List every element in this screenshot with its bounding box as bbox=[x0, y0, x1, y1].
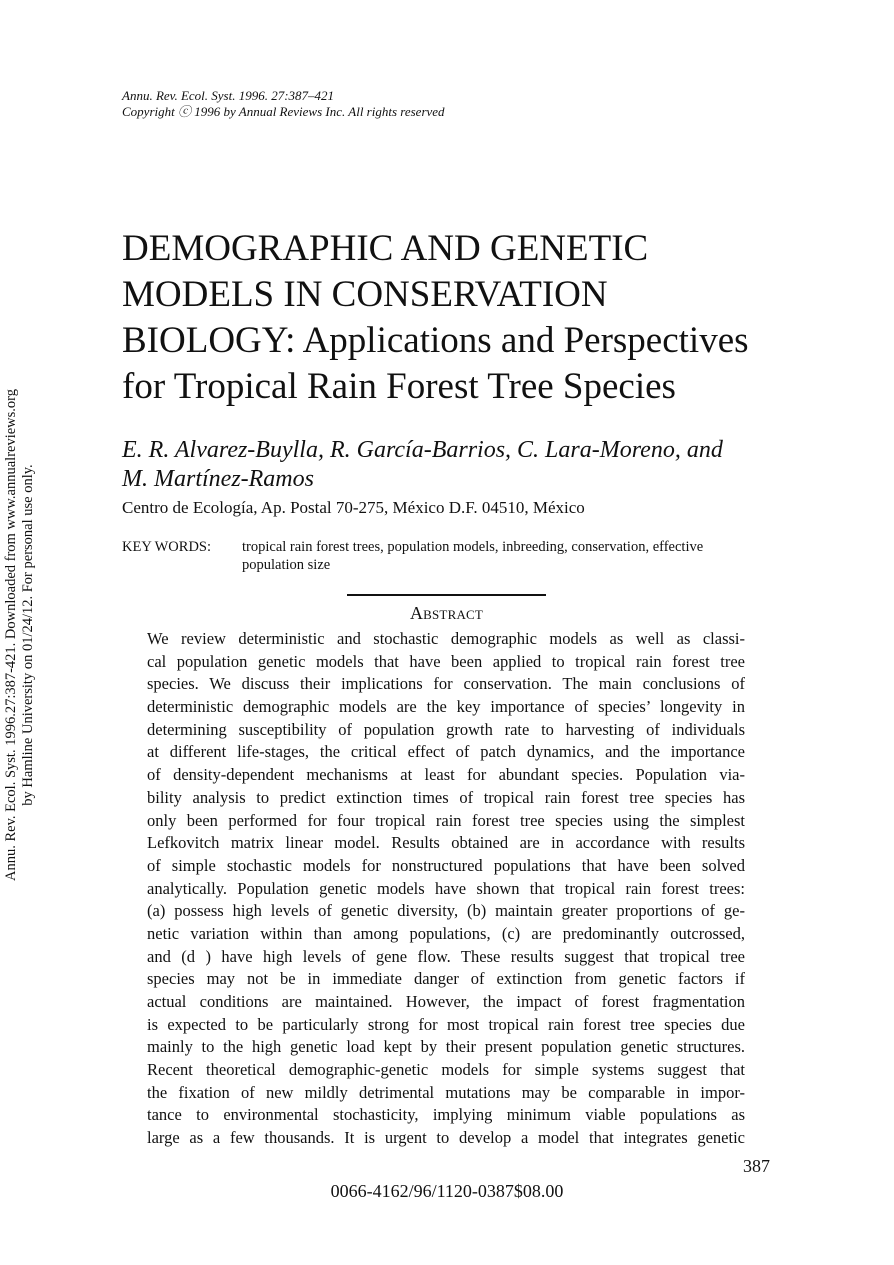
keywords-line: population size bbox=[242, 557, 331, 573]
abstract-line: actual conditions are maintained. However, the impact of forest fragmentation bbox=[147, 992, 745, 1011]
abstract-line: only been performed for four tropical rain forest tree species using the simplest bbox=[147, 810, 745, 830]
abstract-line: at different life-stages, the critical effect of patch dynamics, and the importance bbox=[147, 742, 745, 762]
abstract-line: cal population genetic models that have been applied to tropical rain forest tree bbox=[147, 651, 745, 671]
page-number: 387 bbox=[743, 1156, 770, 1176]
abstract-line: tance to environmental stochasticity, implying minimum viable populations as bbox=[147, 1105, 745, 1125]
abstract-line: analytically. Population genetic models have shown that tropical rain forest trees: bbox=[147, 878, 745, 898]
abstract-line: Recent theoretical demographic-genetic models for simple systems suggest that bbox=[147, 1060, 745, 1080]
abstract-line: We review deterministic and stochastic demographic models as well as classi- bbox=[147, 629, 745, 648]
abstract-line: Lefkovitch matrix linear model. Results obtained are in accordance with results bbox=[147, 833, 745, 853]
issn-code: 0066-4162/96/1120-0387$08.00 bbox=[330, 1181, 564, 1201]
copyright-line: Copyright ⓒ 1996 by Annual Reviews Inc. All rights reserved bbox=[122, 104, 445, 119]
author-line: E. R. Alvarez-Buylla, R. García-Barrios, C. Lara-Moreno, and bbox=[122, 437, 723, 463]
abstract-line: and (d ) have high levels of gene flow. These results suggest that tropical tree bbox=[147, 946, 745, 966]
abstract-divider bbox=[347, 594, 546, 596]
abstract-line: of simple stochastic models for nonstructured populations that have been solved bbox=[147, 855, 745, 875]
abstract-line: the fixation of new mildly detrimental mutations may be comparable in impor- bbox=[147, 1082, 745, 1102]
title-line: MODELS IN CONSERVATION bbox=[122, 274, 608, 315]
abstract-line: (a) possess high levels of genetic diversity, (b) maintain greater proportions of ge- bbox=[147, 901, 745, 921]
title-line: DEMOGRAPHIC AND GENETIC bbox=[122, 228, 649, 269]
abstract-line: bility analysis to predict extinction times of tropical rain forest tree species has bbox=[147, 787, 745, 807]
keywords-list bbox=[242, 538, 802, 574]
abstract-line: large as a few thousands. It is urgent to develop a model that integrates genetic bbox=[147, 1128, 745, 1148]
download-watermark bbox=[3, 195, 37, 1075]
abstract-heading: Abstract bbox=[409, 603, 484, 623]
affiliation: Centro de Ecología, Ap. Postal 70-275, México D.F. 04510, México bbox=[122, 498, 585, 517]
watermark-line-1: Annu. Rev. Ecol. Syst. 1996.27:387-421. Downloaded from www.annualreviews.org bbox=[3, 389, 19, 881]
keywords-line: tropical rain forest trees, population models, inbreeding, conservation, effective bbox=[242, 539, 704, 555]
abstract-line: of density-dependent mechanisms at least for abundant species. Population via- bbox=[147, 765, 745, 785]
abstract-line: deterministic demographic models are the key importance of species’ longevity in bbox=[147, 697, 745, 717]
author-line: M. Martínez-Ramos bbox=[122, 466, 314, 492]
author-list bbox=[122, 436, 802, 494]
abstract-body bbox=[147, 628, 745, 1150]
abstract-line: is expected to be particularly strong for most tropical rain forest tree species due bbox=[147, 1014, 745, 1034]
abstract-line: determining susceptibility of population growth rate to harvesting of individuals bbox=[147, 719, 745, 739]
abstract-line: species. We discuss their implications for conservation. The main conclusions of bbox=[147, 674, 745, 694]
abstract-line: species may not be in immediate danger of extinction from genetic factors if bbox=[147, 969, 745, 989]
abstract-line: netic variation within than among populations, (c) are predominantly outcrossed, bbox=[147, 923, 745, 943]
journal-citation: Annu. Rev. Ecol. Syst. 1996. 27:387–421 bbox=[122, 88, 335, 103]
title-line: for Tropical Rain Forest Tree Species bbox=[122, 366, 676, 407]
title-line: BIOLOGY: Applications and Perspectives bbox=[122, 320, 749, 361]
journal-header bbox=[122, 88, 445, 120]
article-title bbox=[122, 226, 802, 410]
keywords-label: KEY WORDS: bbox=[122, 539, 212, 555]
abstract-line: mainly to the high genetic load kept by their present population genetic structures. bbox=[147, 1037, 745, 1057]
watermark-line-2: by Hamline University on 01/24/12. For personal use only. bbox=[20, 464, 36, 806]
